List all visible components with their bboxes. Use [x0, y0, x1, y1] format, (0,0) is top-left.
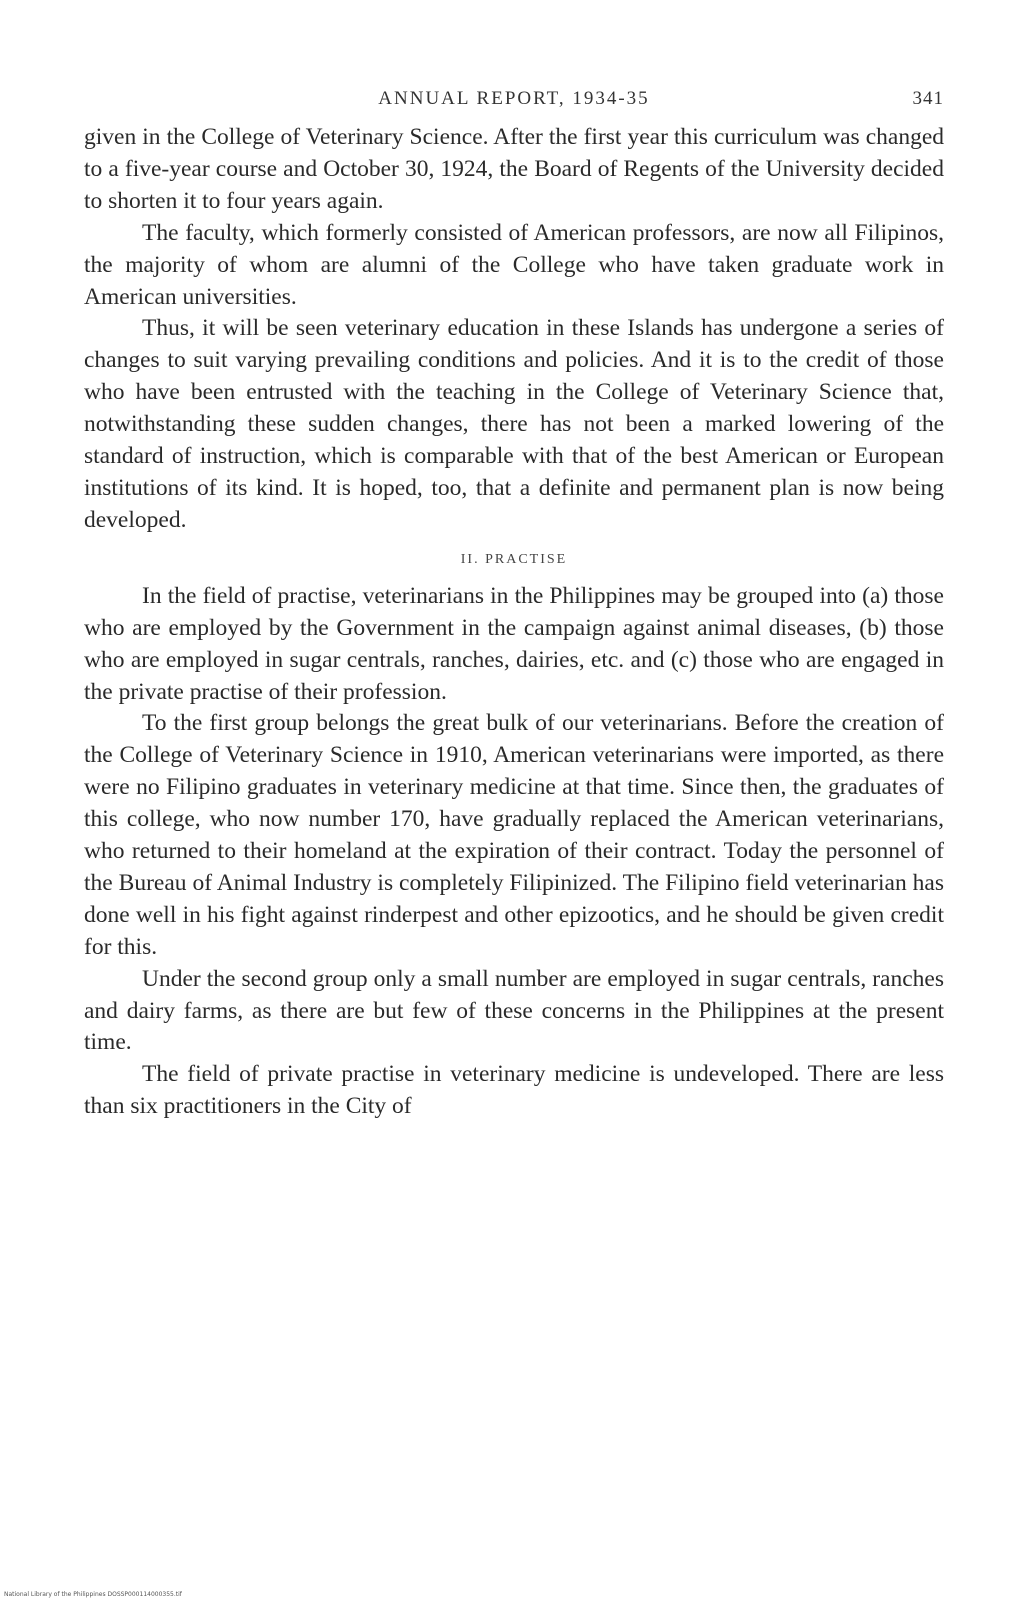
- paragraph-private-practise: The field of private practise in veterinary medicine is undeveloped. There are less than six practitioners in the City of: [84, 1061, 944, 1120]
- paragraph-second-group: Under the second group only a small number are employed in sugar centrals, ranches and dairy farms, as there are but few of these concerns in the Philippines at the present time.: [84, 965, 944, 1056]
- scan-credit: National Library of the Philippines DOSSP000114000355.tif: [4, 1591, 182, 1598]
- running-head: [84, 88, 944, 122]
- paragraph-faculty: The faculty, which formerly consisted of American professors, are now all Filipinos, the majority of whom are alumni of the College who have taken graduate work in American universities.: [84, 219, 944, 310]
- report-title: ANNUAL REPORT, 1934-35: [378, 88, 650, 109]
- section-heading: II. PRACTISE: [460, 551, 568, 567]
- paragraph-first-group: To the first group belongs the great bulk of our veterinarians. Before the creation of the College of Veterinary Science in 1910, American veterinarians were imported, as there were no Filipino graduates in veterinary medicine at that time. Since then, the graduates of this college, who now number 170, have gradually replaced the American veterinarians, who returned to their homeland at the expiration of their contract. Today the personnel of the Bureau of Animal Industry is completely Filipinized. The Filipino field veterinarian has done well in his fight against rinderpest and other epizootics, and he should be given credit for this.: [84, 710, 944, 960]
- page-number: 341: [912, 88, 944, 109]
- paragraph-continued: given in the College of Veterinary Science. After the first year this curriculum was changed to a five-year course and October 30, 1924, the Board of Regents of the University decided to shorten it to four years again.: [84, 124, 944, 214]
- document-page: [84, 88, 944, 1123]
- paragraph-changes: Thus, it will be seen veterinary education in these Islands has undergone a series of changes to suit varying prevailing conditions and policies. And it is to the credit of those who have been entrusted with the teaching in the College of Veterinary Science that, notwithstanding these sudden changes, there has not been a marked lowering of the standard of instruction, which is comparable with that of the best American or European institutions of its kind. It is hoped, too, that a definite and permanent plan is now being developed.: [84, 315, 944, 533]
- body-text: [84, 122, 944, 1123]
- paragraph-groups: In the field of practise, veterinarians in the Philippines may be grouped into (a) those who are employed by the Government in the campaign against animal diseases, (b) those who are employed in sugar centrals, ranches, dairies, etc. and (c) those who are engaged in the private practise of their profession.: [84, 582, 944, 705]
